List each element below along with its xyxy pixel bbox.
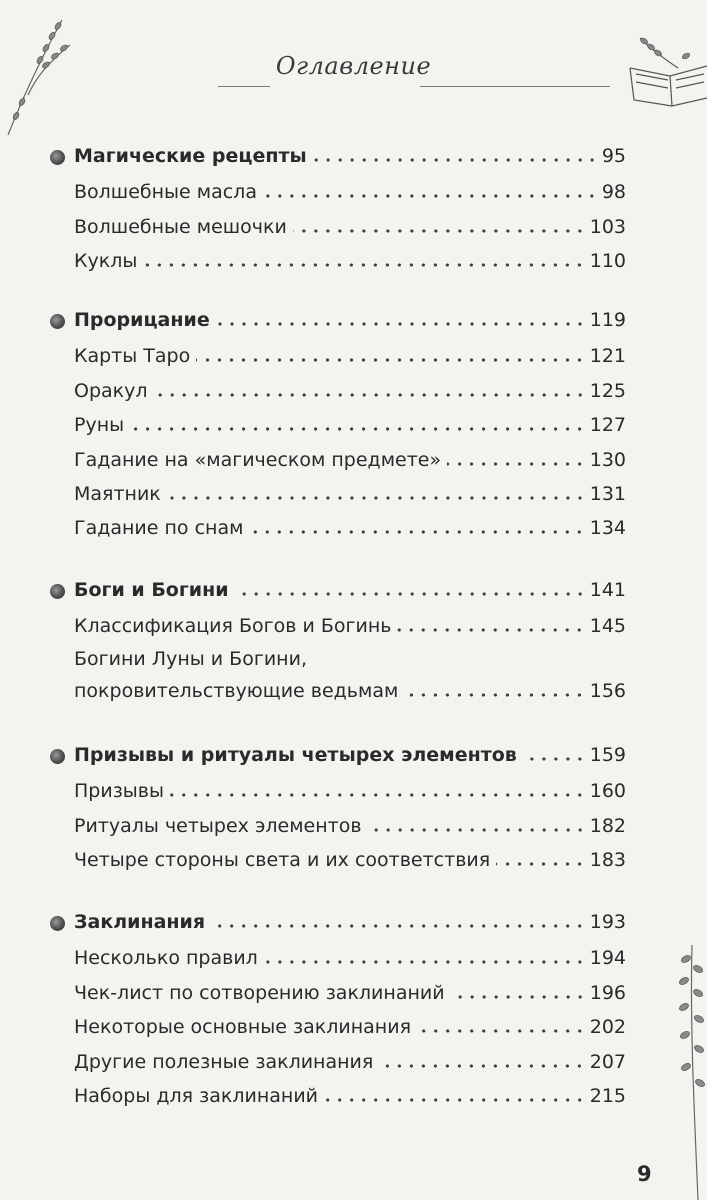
dot-leader (397, 628, 585, 632)
toc-entry[interactable] (74, 842, 626, 872)
toc-entry-page: 156 (589, 679, 626, 702)
toc-entry-page: 127 (589, 414, 626, 437)
toc-entry-title: Гадание по снам (74, 517, 244, 540)
toc-entry[interactable] (74, 243, 626, 273)
toc-entry[interactable] (74, 174, 626, 204)
dot-leader (249, 530, 585, 534)
toc-entry-page: 193 (589, 911, 626, 933)
toc-entry-page: 145 (589, 615, 626, 638)
lavender-stem-illustration (662, 945, 707, 1200)
toc-entry[interactable] (74, 773, 626, 803)
toc-entry-page: 121 (589, 345, 626, 368)
dot-leader (130, 427, 586, 431)
page-title: Оглавление (275, 52, 432, 80)
toc-entry-title: Боги и Богини (74, 579, 229, 601)
toc-entry-page: 95 (601, 145, 626, 167)
toc-entry-page: 182 (589, 814, 626, 837)
toc-entry[interactable] (74, 808, 626, 838)
toc-entry[interactable] (74, 510, 626, 540)
toc-entry-page: 207 (589, 1050, 626, 1073)
toc-entry[interactable] (74, 608, 626, 638)
toc-section-heading[interactable] (74, 302, 626, 332)
toc-entry-title: Призывы и ритуалы четырех элементов (74, 744, 517, 766)
section-bullet-icon (50, 314, 65, 329)
toc-entry-title: Другие полезные заклинания (74, 1050, 374, 1073)
dot-leader (143, 263, 585, 267)
toc-entry-title: Наборы для заклинаний (74, 1085, 319, 1107)
toc-entry-title: Магические рецепты (74, 145, 307, 167)
toc-entry-title: Волшебные масла (74, 181, 257, 204)
dot-leader (447, 462, 586, 466)
page-number: 9 (637, 1162, 652, 1186)
toc-entry-title: Оракул (74, 379, 148, 402)
toc-entry-title: Гадание на «магическом предмете» (74, 448, 442, 471)
toc-entry-page: 160 (589, 780, 626, 803)
dot-leader (211, 924, 586, 928)
toc-entry[interactable] (74, 673, 626, 703)
toc-entry-title: Призывы (74, 780, 164, 803)
toc-entry-title: покровительствующие ведьмам (74, 679, 399, 702)
toc-entry[interactable] (74, 407, 626, 437)
toc-entry[interactable] (74, 1009, 626, 1039)
toc-entry[interactable] (74, 1044, 626, 1074)
toc-entry-page: 183 (589, 849, 626, 872)
section-bullet-icon (50, 584, 65, 599)
toc-entry-title: Четыре стороны света и их соответствия (74, 849, 491, 872)
toc-entry-title: Руны (74, 414, 125, 437)
dot-leader (235, 592, 586, 596)
dot-leader (324, 1098, 586, 1102)
dot-leader (379, 1064, 585, 1068)
toc-entry-title: Карты Таро (74, 345, 191, 368)
toc-entry[interactable] (74, 940, 626, 970)
toc-entry[interactable] (74, 209, 626, 239)
title-rule-left (218, 86, 270, 87)
toc-entry-page: 125 (589, 379, 626, 402)
toc-entry-page: 98 (601, 181, 626, 204)
section-bullet-icon (50, 749, 65, 764)
toc-entry-page: 131 (589, 483, 626, 505)
toc-entry-title: Некоторые основные заклинания (74, 1016, 412, 1039)
toc-section-heading[interactable] (74, 572, 626, 602)
toc-section-heading[interactable] (74, 138, 626, 168)
toc-entry-page: 110 (589, 250, 626, 273)
toc-entry-page: 130 (589, 448, 626, 471)
toc-entry-title: Несколько правил (74, 947, 258, 970)
toc-entry-title: Классификация Богов и Богинь (74, 615, 392, 638)
dot-leader (404, 693, 585, 697)
toc-entry-page: 194 (589, 947, 626, 970)
toc-entry-page: 196 (589, 981, 626, 1004)
dot-leader (263, 194, 598, 198)
toc-entry[interactable] (74, 975, 626, 1005)
dot-leader (417, 1029, 586, 1033)
title-rule-right (420, 86, 610, 87)
dot-leader (451, 995, 586, 999)
toc-entry-page: 202 (589, 1016, 626, 1039)
toc-entry-title: Прорицание (74, 309, 210, 331)
toc-section-heading[interactable] (74, 904, 626, 934)
dot-leader (170, 793, 586, 797)
toc-entry[interactable] (74, 1078, 626, 1108)
toc-entry-page: 215 (589, 1085, 626, 1107)
dot-leader (313, 158, 598, 162)
toc-entry-page: 119 (589, 309, 626, 331)
dot-leader (216, 322, 586, 326)
toc-entry-title: Куклы (74, 250, 138, 273)
dot-leader (368, 828, 586, 832)
toc-entry-page: 159 (589, 744, 626, 766)
dot-leader (167, 496, 586, 500)
dot-leader (496, 862, 586, 866)
toc-section-heading[interactable] (74, 737, 626, 767)
toc-entry[interactable] (74, 476, 626, 506)
dot-leader (154, 393, 586, 397)
toc-entry-title: Ритуалы четырех элементов (74, 814, 362, 837)
toc-entry[interactable] (74, 442, 626, 472)
toc-entry-title: Маятник (74, 483, 161, 505)
section-bullet-icon (50, 150, 65, 165)
toc-entry-title-line1: Богини Луны и Богини, (74, 647, 307, 670)
toc-entry-page: 141 (589, 579, 626, 601)
toc-entry[interactable] (74, 338, 626, 368)
toc-entry-title: Чек-лист по сотворению заклинаний (74, 981, 445, 1004)
dot-leader (264, 960, 586, 964)
toc-entry[interactable] (74, 373, 626, 403)
section-bullet-icon (50, 916, 65, 931)
toc-entry-title: Заклинания (74, 911, 206, 933)
toc-entry-page: 103 (589, 215, 626, 238)
dot-leader (523, 757, 586, 761)
toc-entry-page: 134 (589, 517, 626, 540)
dot-leader (196, 358, 585, 362)
toc-entry-title: Волшебные мешочки (74, 215, 287, 238)
dot-leader (293, 229, 586, 233)
